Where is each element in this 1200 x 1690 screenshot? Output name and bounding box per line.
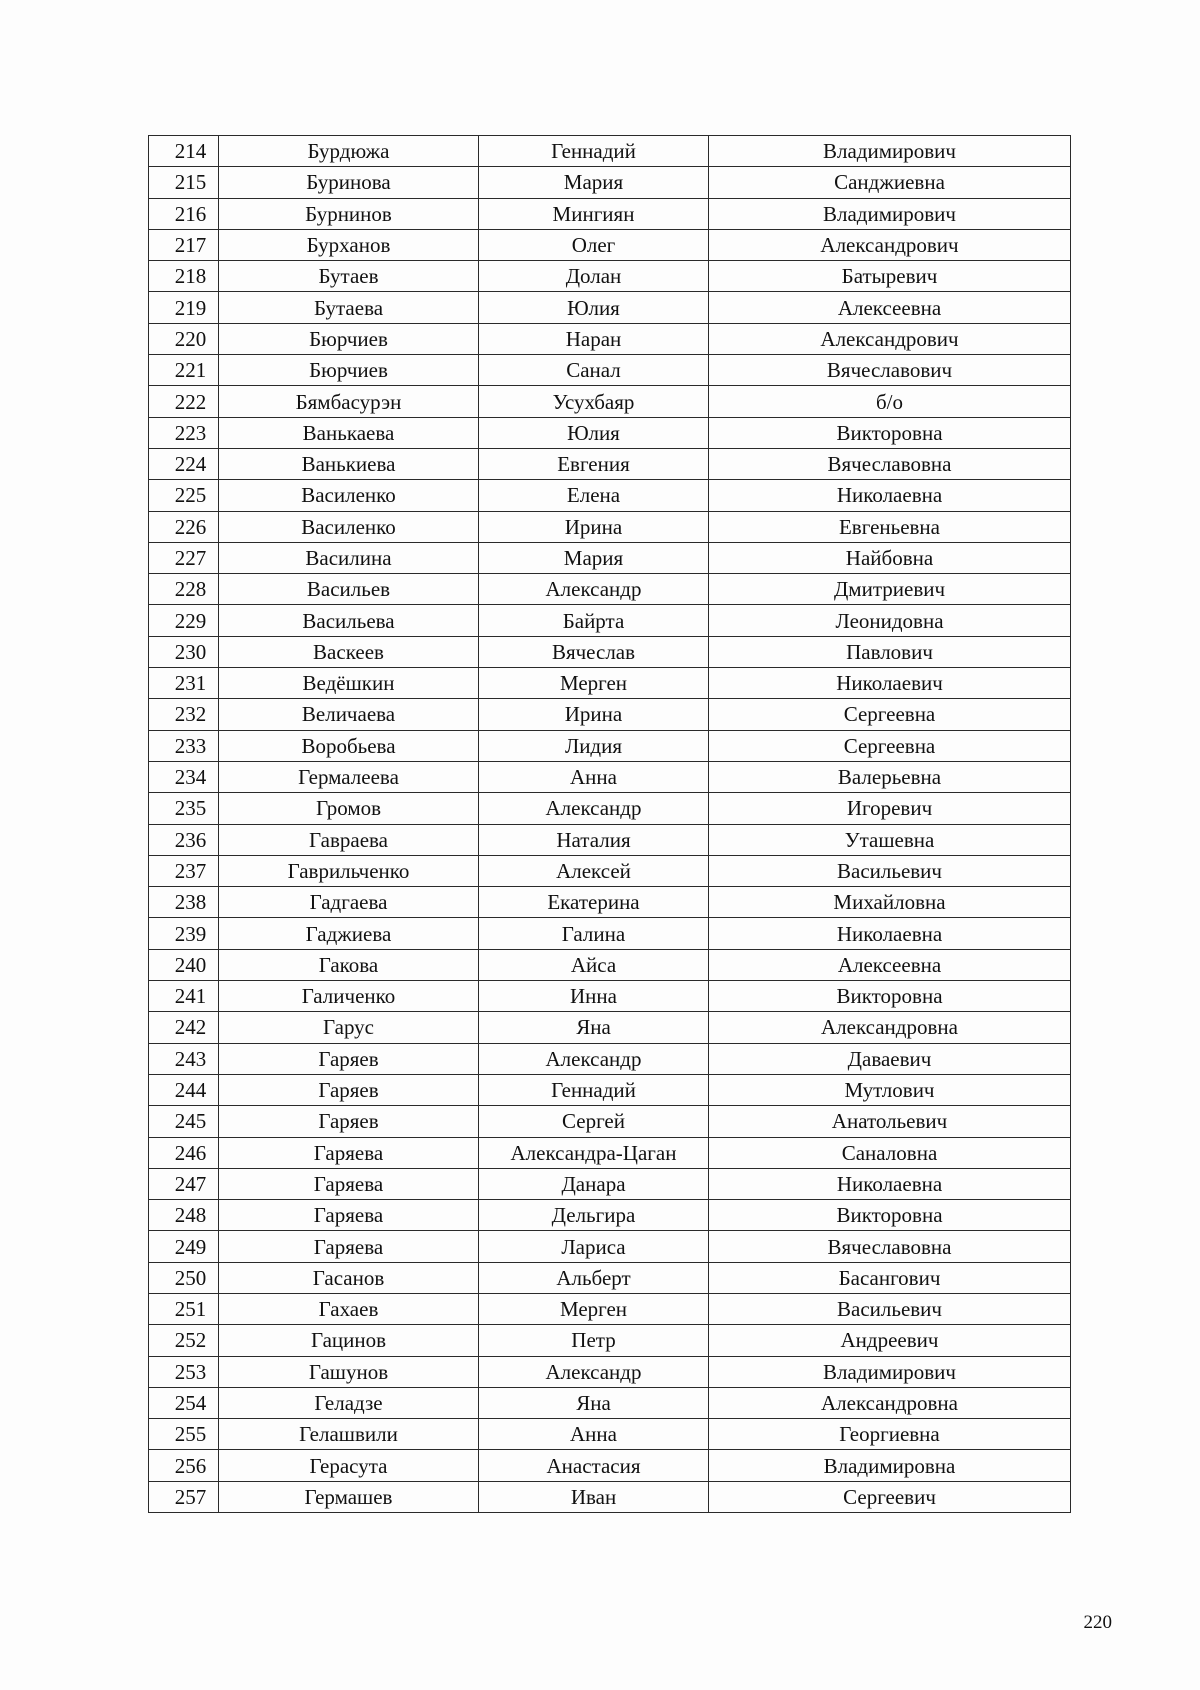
row-number-cell: 235 — [149, 793, 219, 824]
patronymic-cell: Владимирович — [709, 136, 1071, 167]
patronymic-cell: Васильевич — [709, 1293, 1071, 1324]
table-row — [149, 1325, 1071, 1356]
row-number-cell: 253 — [149, 1356, 219, 1387]
patronymic-cell: Александровна — [709, 1387, 1071, 1418]
row-number-cell: 241 — [149, 981, 219, 1012]
patronymic-cell: б/о — [709, 386, 1071, 417]
table-row — [149, 542, 1071, 573]
row-number-cell: 228 — [149, 574, 219, 605]
table-row — [149, 1231, 1071, 1262]
last-name-cell: Громов — [219, 793, 479, 824]
patronymic-cell: Басангович — [709, 1262, 1071, 1293]
row-number-cell: 234 — [149, 761, 219, 792]
table-row — [149, 229, 1071, 260]
patronymic-cell: Васильевич — [709, 855, 1071, 886]
first-name-cell: Анастасия — [479, 1450, 709, 1481]
first-name-cell: Наталия — [479, 824, 709, 855]
last-name-cell: Гарус — [219, 1012, 479, 1043]
table-row — [149, 386, 1071, 417]
table-row — [149, 1106, 1071, 1137]
last-name-cell: Величаева — [219, 699, 479, 730]
first-name-cell: Геннадий — [479, 136, 709, 167]
patronymic-cell: Сергеевич — [709, 1481, 1071, 1512]
patronymic-cell: Александрович — [709, 229, 1071, 260]
table-row — [149, 167, 1071, 198]
row-number-cell: 232 — [149, 699, 219, 730]
patronymic-cell: Даваевич — [709, 1043, 1071, 1074]
table-row — [149, 793, 1071, 824]
table-row — [149, 1387, 1071, 1418]
last-name-cell: Гавраева — [219, 824, 479, 855]
last-name-cell: Гаджиева — [219, 918, 479, 949]
first-name-cell: Айса — [479, 949, 709, 980]
patronymic-cell: Сергеевна — [709, 730, 1071, 761]
first-name-cell: Алексей — [479, 855, 709, 886]
last-name-cell: Гаврильченко — [219, 855, 479, 886]
first-name-cell: Александра-Цаган — [479, 1137, 709, 1168]
table-row — [149, 1293, 1071, 1324]
row-number-cell: 230 — [149, 636, 219, 667]
row-number-cell: 240 — [149, 949, 219, 980]
patronymic-cell: Александрович — [709, 323, 1071, 354]
first-name-cell: Анна — [479, 761, 709, 792]
row-number-cell: 254 — [149, 1387, 219, 1418]
last-name-cell: Гаряева — [219, 1168, 479, 1199]
last-name-cell: Бутаев — [219, 261, 479, 292]
table-row — [149, 855, 1071, 886]
table-row — [149, 699, 1071, 730]
row-number-cell: 216 — [149, 198, 219, 229]
last-name-cell: Гаряев — [219, 1074, 479, 1105]
row-number-cell: 222 — [149, 386, 219, 417]
table-row — [149, 1200, 1071, 1231]
table-row — [149, 1043, 1071, 1074]
last-name-cell: Гаряева — [219, 1231, 479, 1262]
row-number-cell: 245 — [149, 1106, 219, 1137]
table-row — [149, 511, 1071, 542]
last-name-cell: Бурнинов — [219, 198, 479, 229]
patronymic-cell: Батыревич — [709, 261, 1071, 292]
row-number-cell: 246 — [149, 1137, 219, 1168]
patronymic-cell: Михайловна — [709, 887, 1071, 918]
row-number-cell: 236 — [149, 824, 219, 855]
table-row — [149, 574, 1071, 605]
last-name-cell: Гермалеева — [219, 761, 479, 792]
first-name-cell: Вячеслав — [479, 636, 709, 667]
table-row — [149, 824, 1071, 855]
first-name-cell: Мингиян — [479, 198, 709, 229]
row-number-cell: 256 — [149, 1450, 219, 1481]
patronymic-cell: Викторовна — [709, 417, 1071, 448]
table-row — [149, 1481, 1071, 1512]
last-name-cell: Васильев — [219, 574, 479, 605]
patronymic-cell: Николаевна — [709, 918, 1071, 949]
patronymic-cell: Владимирович — [709, 1356, 1071, 1387]
last-name-cell: Гасанов — [219, 1262, 479, 1293]
first-name-cell: Галина — [479, 918, 709, 949]
last-name-cell: Галиченко — [219, 981, 479, 1012]
last-name-cell: Буринова — [219, 167, 479, 198]
table-row — [149, 761, 1071, 792]
row-number-cell: 257 — [149, 1481, 219, 1512]
row-number-cell: 250 — [149, 1262, 219, 1293]
table-row — [149, 1419, 1071, 1450]
table-row — [149, 668, 1071, 699]
table-row — [149, 636, 1071, 667]
last-name-cell: Василенко — [219, 511, 479, 542]
first-name-cell: Анна — [479, 1419, 709, 1450]
row-number-cell: 239 — [149, 918, 219, 949]
row-number-cell: 252 — [149, 1325, 219, 1356]
row-number-cell: 242 — [149, 1012, 219, 1043]
row-number-cell: 229 — [149, 605, 219, 636]
table-row — [149, 1012, 1071, 1043]
row-number-cell: 224 — [149, 448, 219, 479]
first-name-cell: Мерген — [479, 668, 709, 699]
first-name-cell: Александр — [479, 793, 709, 824]
patronymic-cell: Саналовна — [709, 1137, 1071, 1168]
table-row — [149, 1450, 1071, 1481]
table-row — [149, 1137, 1071, 1168]
table-row — [149, 292, 1071, 323]
last-name-cell: Гакова — [219, 949, 479, 980]
first-name-cell: Юлия — [479, 417, 709, 448]
table-row — [149, 355, 1071, 386]
last-name-cell: Бурханов — [219, 229, 479, 260]
patronymic-cell: Алексеевна — [709, 292, 1071, 323]
patronymic-cell: Викторовна — [709, 1200, 1071, 1231]
last-name-cell: Гермашев — [219, 1481, 479, 1512]
patronymic-cell: Георгиевна — [709, 1419, 1071, 1450]
patronymic-cell: Дмитриевич — [709, 574, 1071, 605]
table-row — [149, 730, 1071, 761]
patronymic-cell: Николаевич — [709, 668, 1071, 699]
table-row — [149, 323, 1071, 354]
first-name-cell: Лариса — [479, 1231, 709, 1262]
patronymic-cell: Павлович — [709, 636, 1071, 667]
row-number-cell: 248 — [149, 1200, 219, 1231]
row-number-cell: 218 — [149, 261, 219, 292]
first-name-cell: Петр — [479, 1325, 709, 1356]
last-name-cell: Бюрчиев — [219, 323, 479, 354]
first-name-cell: Мария — [479, 167, 709, 198]
page-number: 220 — [1083, 1612, 1112, 1633]
row-number-cell: 226 — [149, 511, 219, 542]
last-name-cell: Василенко — [219, 480, 479, 511]
first-name-cell: Александр — [479, 1356, 709, 1387]
table-row — [149, 261, 1071, 292]
first-name-cell: Мария — [479, 542, 709, 573]
row-number-cell: 214 — [149, 136, 219, 167]
table-row — [149, 480, 1071, 511]
first-name-cell: Ирина — [479, 511, 709, 542]
first-name-cell: Иван — [479, 1481, 709, 1512]
row-number-cell: 227 — [149, 542, 219, 573]
last-name-cell: Гаряев — [219, 1106, 479, 1137]
table-row — [149, 981, 1071, 1012]
last-name-cell: Гаряев — [219, 1043, 479, 1074]
row-number-cell: 223 — [149, 417, 219, 448]
last-name-cell: Гаряева — [219, 1200, 479, 1231]
patronymic-cell: Уташевна — [709, 824, 1071, 855]
patronymic-cell: Валерьевна — [709, 761, 1071, 792]
last-name-cell: Ведёшкин — [219, 668, 479, 699]
last-name-cell: Воробьева — [219, 730, 479, 761]
row-number-cell: 243 — [149, 1043, 219, 1074]
last-name-cell: Бурдюжа — [219, 136, 479, 167]
first-name-cell: Инна — [479, 981, 709, 1012]
patronymic-cell: Вячеславович — [709, 355, 1071, 386]
last-name-cell: Гацинов — [219, 1325, 479, 1356]
table-row — [149, 949, 1071, 980]
last-name-cell: Василина — [219, 542, 479, 573]
patronymic-cell: Андреевич — [709, 1325, 1071, 1356]
first-name-cell: Юлия — [479, 292, 709, 323]
roster-table — [148, 135, 1071, 1513]
last-name-cell: Гелашвили — [219, 1419, 479, 1450]
patronymic-cell: Александровна — [709, 1012, 1071, 1043]
last-name-cell: Герасута — [219, 1450, 479, 1481]
patronymic-cell: Леонидовна — [709, 605, 1071, 636]
first-name-cell: Александр — [479, 574, 709, 605]
first-name-cell: Данара — [479, 1168, 709, 1199]
first-name-cell: Наран — [479, 323, 709, 354]
first-name-cell: Александр — [479, 1043, 709, 1074]
table-row — [149, 448, 1071, 479]
first-name-cell: Дельгира — [479, 1200, 709, 1231]
table-row — [149, 887, 1071, 918]
patronymic-cell: Викторовна — [709, 981, 1071, 1012]
first-name-cell: Мерген — [479, 1293, 709, 1324]
row-number-cell: 255 — [149, 1419, 219, 1450]
row-number-cell: 247 — [149, 1168, 219, 1199]
last-name-cell: Васильева — [219, 605, 479, 636]
row-number-cell: 231 — [149, 668, 219, 699]
patronymic-cell: Вячеславовна — [709, 1231, 1071, 1262]
first-name-cell: Альберт — [479, 1262, 709, 1293]
table-row — [149, 1262, 1071, 1293]
table-row — [149, 918, 1071, 949]
patronymic-cell: Николаевна — [709, 480, 1071, 511]
patronymic-cell: Николаевна — [709, 1168, 1071, 1199]
roster-table-body — [149, 136, 1071, 1513]
first-name-cell: Санал — [479, 355, 709, 386]
patronymic-cell: Игоревич — [709, 793, 1071, 824]
last-name-cell: Ванькаева — [219, 417, 479, 448]
last-name-cell: Васкеев — [219, 636, 479, 667]
row-number-cell: 219 — [149, 292, 219, 323]
table-row — [149, 198, 1071, 229]
first-name-cell: Екатерина — [479, 887, 709, 918]
row-number-cell: 215 — [149, 167, 219, 198]
last-name-cell: Ванькиева — [219, 448, 479, 479]
row-number-cell: 251 — [149, 1293, 219, 1324]
patronymic-cell: Алексеевна — [709, 949, 1071, 980]
row-number-cell: 238 — [149, 887, 219, 918]
row-number-cell: 225 — [149, 480, 219, 511]
table-row — [149, 605, 1071, 636]
row-number-cell: 244 — [149, 1074, 219, 1105]
last-name-cell: Геладзе — [219, 1387, 479, 1418]
row-number-cell: 220 — [149, 323, 219, 354]
table-row — [149, 1168, 1071, 1199]
last-name-cell: Гахаев — [219, 1293, 479, 1324]
first-name-cell: Геннадий — [479, 1074, 709, 1105]
table-row — [149, 136, 1071, 167]
first-name-cell: Сергей — [479, 1106, 709, 1137]
last-name-cell: Бямбасурэн — [219, 386, 479, 417]
last-name-cell: Бюрчиев — [219, 355, 479, 386]
table-row — [149, 417, 1071, 448]
last-name-cell: Гадгаева — [219, 887, 479, 918]
patronymic-cell: Санджиевна — [709, 167, 1071, 198]
patronymic-cell: Владимирович — [709, 198, 1071, 229]
first-name-cell: Усухбаяр — [479, 386, 709, 417]
row-number-cell: 233 — [149, 730, 219, 761]
first-name-cell: Елена — [479, 480, 709, 511]
patronymic-cell: Сергеевна — [709, 699, 1071, 730]
last-name-cell: Гашунов — [219, 1356, 479, 1387]
last-name-cell: Гаряева — [219, 1137, 479, 1168]
first-name-cell: Долан — [479, 261, 709, 292]
first-name-cell: Лидия — [479, 730, 709, 761]
patronymic-cell: Владимировна — [709, 1450, 1071, 1481]
patronymic-cell: Евгеньевна — [709, 511, 1071, 542]
last-name-cell: Бутаева — [219, 292, 479, 323]
row-number-cell: 237 — [149, 855, 219, 886]
row-number-cell: 221 — [149, 355, 219, 386]
row-number-cell: 217 — [149, 229, 219, 260]
first-name-cell: Ирина — [479, 699, 709, 730]
first-name-cell: Олег — [479, 229, 709, 260]
patronymic-cell: Анатольевич — [709, 1106, 1071, 1137]
table-row — [149, 1356, 1071, 1387]
first-name-cell: Яна — [479, 1012, 709, 1043]
first-name-cell: Евгения — [479, 448, 709, 479]
row-number-cell: 249 — [149, 1231, 219, 1262]
table-row — [149, 1074, 1071, 1105]
first-name-cell: Яна — [479, 1387, 709, 1418]
patronymic-cell: Вячеславовна — [709, 448, 1071, 479]
first-name-cell: Байрта — [479, 605, 709, 636]
patronymic-cell: Найбовна — [709, 542, 1071, 573]
patronymic-cell: Мутлович — [709, 1074, 1071, 1105]
